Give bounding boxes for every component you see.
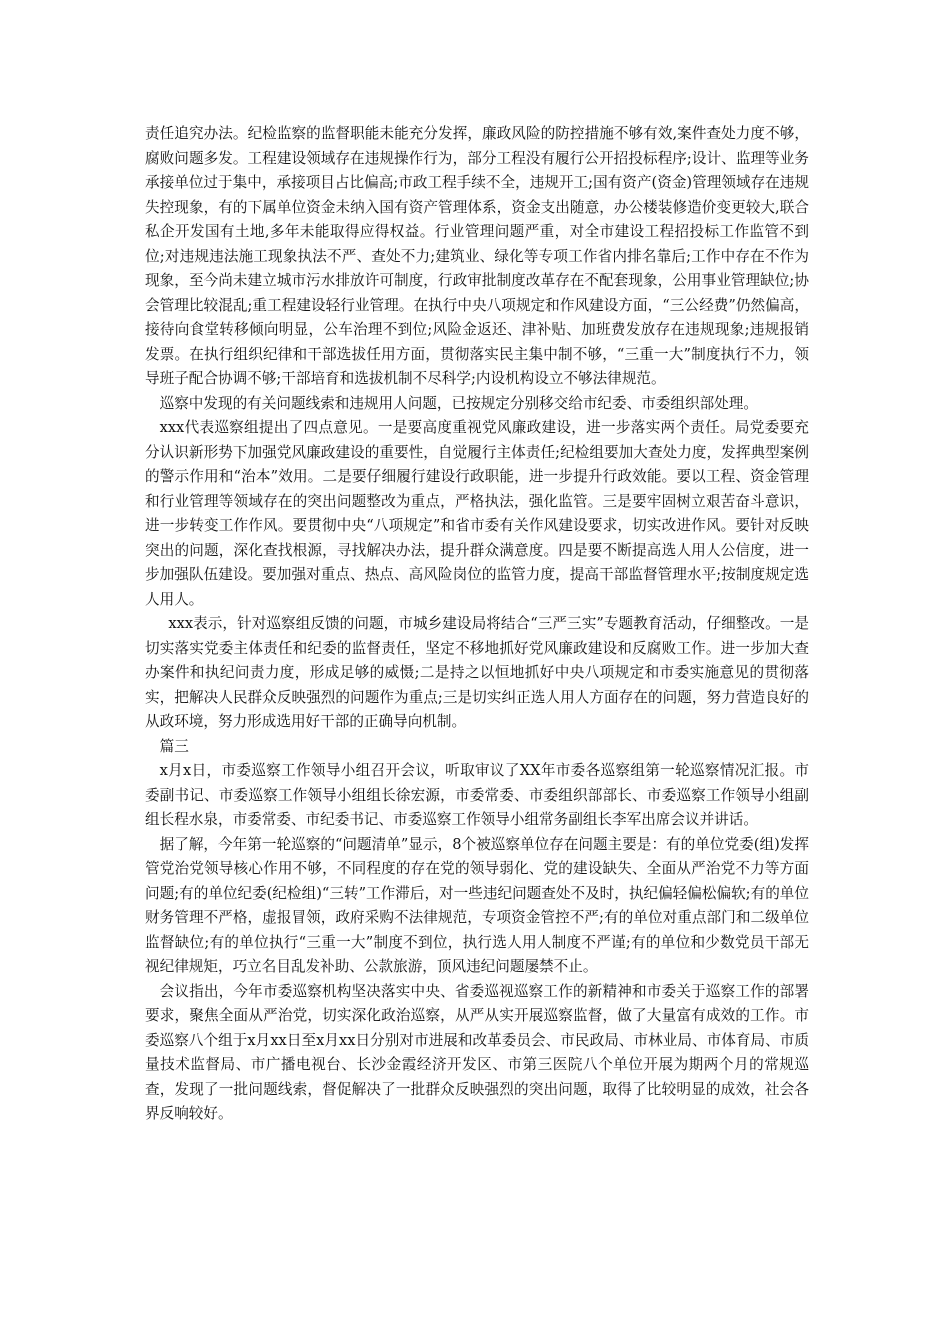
- paragraph-5: x月x日，市委巡察工作领导小组召开会议，听取审议了XX年市委各巡察组第一轮巡察情况汇报。市委副书记、市委巡察工作领导小组组长徐宏源，市委常委、市委组织部部长、市委巡察工作领导小组副组长程水泉，市委常委、市纪委书记、市委巡察工作领导小组常务副组长李军出席会议并讲话。: [145, 762, 809, 828]
- section-heading: 篇三: [159, 737, 189, 755]
- document-body: [145, 122, 809, 1127]
- paragraph-6: 据了解，今年第一轮巡察的“问题清单”显示，8个被巡察单位存在问题主要是：有的单位党委(组)发挥管党治党领导核心作用不够，不同程度的存在党的领导弱化、党的建设缺失、全面从严治党不力等方面问题;有的单位纪委(纪检组)“三转”工作滞后，对一些违纪问题查处不及时，执纪偏轻偏松偏软;有的单位财务管理不严格，虚报冒领，政府采购不法律规范，专项资金管控不严;有的单位对重点部门和二级单位监督缺位;有的单位执行“三重一大”制度不到位，执行选人用人制度不严谨;有的单位和少数党员干部无视纪律规矩，巧立名目乱发补助、公款旅游，顶风违纪问题屡禁不止。: [145, 835, 809, 975]
- paragraph-2: 巡察中发现的有关问题线索和违规用人问题，已按规定分别移交给市纪委、市委组织部处理。: [159, 394, 758, 412]
- paragraph-7: 会议指出，今年市委巡察机构坚决落实中央、省委巡视巡察工作的新精神和市委关于巡察工作的部署要求，聚焦全面从严治党，切实深化政治巡察，从严从实开展巡察监督，做了大量富有成效的工作。市委巡察八个组于x月xx日至x月xx日分别对市进展和改革委员会、市民政局、市林业局、市体育局、市质量技术监督局、市广播电视台、长沙金霞经济开发区、市第三医院八个单位开展为期两个月的常规巡查，发现了一批问题线索，督促解决了一批群众反映强烈的突出问题，取得了比较明显的成效，社会各界反响较好。: [145, 982, 809, 1122]
- paragraph-3: xxx代表巡察组提出了四点意见。一是要高度重视党风廉政建设，进一步落实两个责任。局党委要充分认识新形势下加强党风廉政建设的重要性，自觉履行主体责任;纪检组要加大查处力度，发挥典型案例的警示作用和“治本”效用。二是要仔细履行建设行政职能，进一步提升行政效能。要以工程、资金管理和行业管理等领域存在的突出问题整改为重点，严格执法，强化监管。三是要牢固树立艰苦奋斗意识，进一步转变工作作风。要贯彻中央“八项规定”和省市委有关作风建设要求，切实改进作风。要针对反映突出的问题，深化查找根源，寻找解决办法，提升群众满意度。四是要不断提高选人用人公信度，进一步加强队伍建设。要加强对重点、热点、高风险岗位的监管力度，提高干部监督管理水平;按制度规定选人用人。: [145, 419, 809, 608]
- paragraph-1: 责任追究办法。纪检监察的监督职能未能充分发挥，廉政风险的防控措施不够有效,案件查处力度不够，腐败问题多发。工程建设领域存在违规操作行为，部分工程没有履行公开招投标程序;设计、监理等业务承接单位过于集中，承接项目占比偏高;市政工程手续不全，违规开工;国有资产(资金)管理领域存在违规失控现象，有的下属单位资金未纳入国有资产管理体系，资金支出随意，办公楼装修造价变更较大,联合私企开发国有土地,多年未能取得应得权益。行业管理问题严重，对全市建设工程招投标工作监管不到位;对违规违法施工现象执法不严、查处不力;建筑业、绿化等专项工作省内排名靠后;工作中存在不作为现象，至今尚未建立城市污水排放许可制度，行政审批制度改革存在不配套现象，公用事业管理缺位;协会管理比较混乱;重工程建设轻行业管理。在执行中央八项规定和作风建设方面，“三公经费”仍然偏高，接待向食堂转移倾向明显，公车治理不到位;风险金返还、津补贴、加班费发放存在违规现象;违规报销发票。在执行组织纪律和干部选拔任用方面，贯彻落实民主集中制不够，“三重一大”制度执行不力，领导班子配合协调不够;干部培育和选拔机制不尽科学;内设机构设立不够法律规范。: [145, 125, 809, 387]
- paragraph-4: xxx表示，针对巡察组反馈的问题，市城乡建设局将结合“三严三实”专题教育活动，仔细整改。一是切实落实党委主体责任和纪委的监督责任，坚定不移地抓好党风廉政建设和反腐败工作。进一步加大查办案件和执纪问责力度，形成足够的威慑;二是持之以恒地抓好中央八项规定和市委实施意见的贯彻落实，把解决人民群众反映强烈的问题作为重点;三是切实纠正选人用人方面存在的问题，努力营造良好的从政环境，努力形成选用好干部的正确导向机制。: [145, 615, 809, 730]
